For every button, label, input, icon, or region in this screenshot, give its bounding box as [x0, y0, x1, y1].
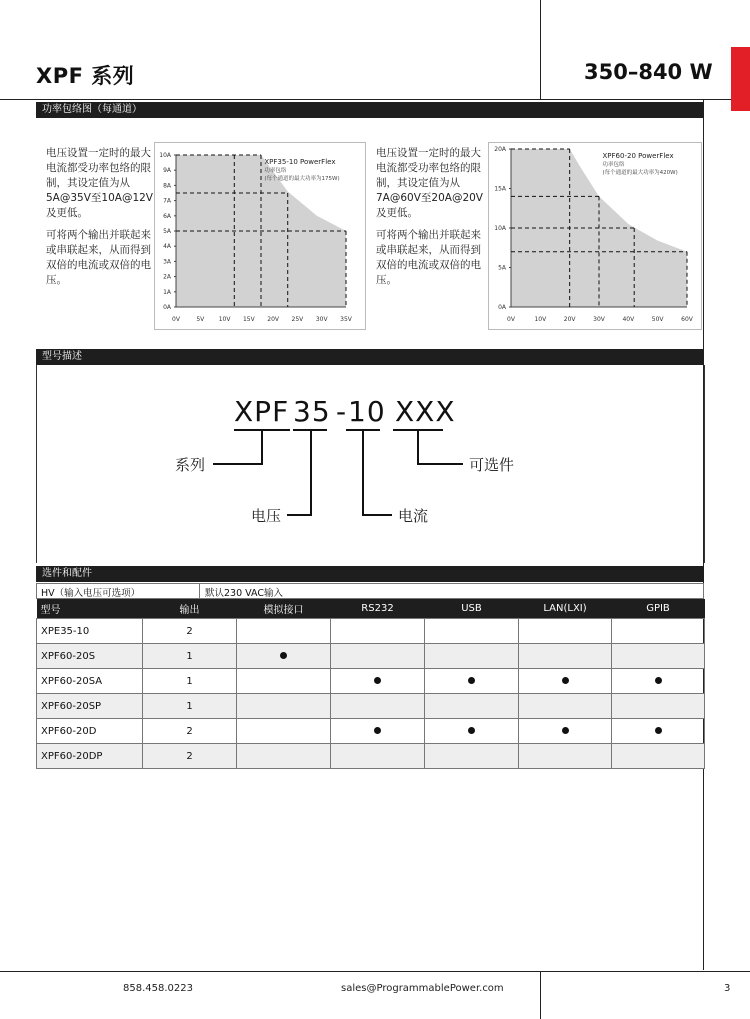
cell-usb	[425, 719, 519, 744]
section-power-envelope: 功率包络图（每通道）	[36, 102, 704, 118]
cell-outputs: 1	[143, 669, 237, 694]
cell-gpib	[612, 694, 705, 719]
x-tick-label: 10V	[218, 316, 231, 323]
y-tick-label: 5A	[498, 264, 506, 272]
cell-lan	[519, 744, 612, 769]
cell-model: XPF60-20SA	[37, 669, 143, 694]
supported-dot-icon	[468, 727, 475, 734]
model-part-series: XPF	[234, 395, 290, 428]
cell-lan	[519, 669, 612, 694]
cell-analog	[237, 669, 331, 694]
x-tick-label: 35V	[340, 316, 352, 323]
envelope-left-text	[46, 146, 158, 295]
header-model: 型号	[37, 599, 143, 619]
cell-analog	[237, 644, 331, 669]
footer-page-number: 3	[724, 983, 731, 994]
table-row	[37, 694, 705, 719]
cell-model: XPF60-20S	[37, 644, 143, 669]
cell-model: XPF60-20SP	[37, 694, 143, 719]
x-tick-label: 50V	[651, 316, 664, 323]
envelope-left-para1: 电压设置一定时的最大电流都受功率包络的限制，其设定值为从5A@35V至10A@12V及更低。	[46, 147, 153, 219]
power-range: 350–840 W	[584, 60, 713, 84]
y-tick-label: 4A	[163, 243, 171, 251]
y-tick-label: 0A	[163, 304, 171, 311]
cell-outputs: 2	[143, 719, 237, 744]
table-row	[37, 619, 705, 644]
x-tick-label: 20V	[267, 316, 280, 323]
connector-current-h	[362, 514, 392, 516]
x-tick-label: 0V	[172, 316, 180, 323]
y-tick-label: 9A	[163, 167, 171, 175]
cell-lan	[519, 619, 612, 644]
hv-label: HV（输入电压可选项）	[41, 588, 141, 599]
section-model-description: 型号描述	[36, 349, 704, 365]
x-tick-label: 25V	[291, 316, 304, 323]
model-part-current: 10	[348, 395, 386, 428]
table-row	[37, 644, 705, 669]
connector-voltage-v	[310, 431, 312, 515]
label-option: 可选件	[469, 456, 515, 474]
supported-dot-icon	[562, 677, 569, 684]
y-tick-label: 5A	[163, 228, 171, 235]
y-tick-label: 15A	[494, 185, 506, 193]
header-analog: 模拟接口	[237, 599, 331, 619]
hv-option-row	[36, 583, 704, 599]
cell-gpib	[612, 744, 705, 769]
chart-xpf60-svg	[489, 143, 701, 329]
cell-analog	[237, 619, 331, 644]
model-part-voltage: 35	[293, 395, 331, 428]
cell-usb	[425, 694, 519, 719]
cell-model: XPF60-20DP	[37, 744, 143, 769]
cell-rs232	[331, 669, 425, 694]
cell-rs232	[331, 719, 425, 744]
y-tick-label: 20A	[494, 146, 506, 153]
label-voltage: 电压	[251, 507, 282, 525]
x-tick-label: 15V	[242, 316, 255, 323]
model-description-frame	[36, 365, 705, 563]
cell-gpib	[612, 719, 705, 744]
cell-gpib	[612, 669, 705, 694]
connector-series-v	[261, 431, 263, 464]
cell-model: XPE35-10	[37, 619, 143, 644]
header-lan: LAN(LXI)	[519, 599, 612, 619]
connector-option-h	[417, 463, 463, 465]
table-row	[37, 744, 705, 769]
cell-outputs: 1	[143, 644, 237, 669]
table-header-row	[37, 599, 705, 619]
chart-title: XPF35-10 PowerFlex	[264, 158, 336, 166]
header-rule	[0, 99, 731, 100]
chart-xpf35	[154, 142, 366, 330]
y-tick-label: 7A	[163, 197, 171, 205]
top-divider-line	[540, 0, 541, 100]
cell-analog	[237, 719, 331, 744]
cell-analog	[237, 694, 331, 719]
footer-phone: 858.458.0223	[123, 983, 193, 994]
cell-model: XPF60-20D	[37, 719, 143, 744]
chart-title: XPF60-20 PowerFlex	[602, 152, 674, 160]
connector-option-v	[417, 431, 419, 464]
supported-dot-icon	[562, 727, 569, 734]
cell-rs232	[331, 644, 425, 669]
y-tick-label: 10A	[494, 225, 506, 232]
cell-lan	[519, 644, 612, 669]
cell-gpib	[612, 619, 705, 644]
x-tick-label: 20V	[563, 316, 576, 323]
envelope-right-text	[376, 146, 488, 295]
connector-voltage-h	[287, 514, 312, 516]
supported-dot-icon	[655, 677, 662, 684]
envelope-left-para2: 可将两个输出并联起来或串联起来，从而得到双倍的电流或双倍的电压。	[46, 229, 151, 286]
series-title: XPF 系列	[36, 64, 135, 88]
table-row	[37, 669, 705, 694]
envelope-right-para1: 电压设置一定时的最大电流都受功率包络的限制，其设定值为从7A@60V至20A@20V及更低。	[376, 147, 483, 219]
chart-note: (每个通道的最大功率为175W)	[264, 176, 340, 182]
chart-note: (每个通道的最大功率为420W)	[602, 170, 678, 176]
cell-lan	[519, 719, 612, 744]
cell-rs232	[331, 694, 425, 719]
chart-xpf60	[488, 142, 702, 330]
footer-rule	[0, 971, 750, 972]
header-outputs: 输出	[143, 599, 237, 619]
y-tick-label: 1A	[163, 288, 171, 296]
cell-lan	[519, 694, 612, 719]
cell-outputs: 2	[143, 744, 237, 769]
cell-rs232	[331, 619, 425, 644]
accent-bar	[731, 47, 750, 111]
options-table	[36, 599, 705, 769]
supported-dot-icon	[374, 727, 381, 734]
hv-divider	[199, 584, 200, 598]
x-tick-label: 0V	[507, 316, 515, 323]
cell-gpib	[612, 644, 705, 669]
x-tick-label: 40V	[622, 316, 635, 323]
x-tick-label: 60V	[681, 316, 693, 323]
x-tick-label: 10V	[534, 316, 547, 323]
model-part-dash: -	[336, 395, 348, 428]
header-gpib: GPIB	[612, 599, 705, 619]
x-tick-label: 30V	[315, 316, 328, 323]
supported-dot-icon	[280, 652, 287, 659]
model-part-option: XXX	[395, 395, 456, 428]
y-tick-label: 6A	[163, 212, 171, 220]
table-row	[37, 719, 705, 744]
hv-value: 默认230 VAC输入	[205, 588, 284, 599]
y-tick-label: 0A	[498, 304, 506, 311]
y-tick-label: 2A	[163, 273, 171, 281]
cell-analog	[237, 744, 331, 769]
label-series: 系列	[175, 456, 206, 474]
label-current: 电流	[398, 507, 429, 525]
x-tick-label: 5V	[196, 316, 205, 323]
cell-outputs: 1	[143, 694, 237, 719]
bottom-divider-line	[540, 971, 541, 1019]
x-tick-label: 30V	[593, 316, 605, 323]
chart-subtitle: 功率包络	[602, 162, 625, 168]
supported-dot-icon	[655, 727, 662, 734]
envelope-right-para2: 可将两个输出并联起来或串联起来，从而得到双倍的电流或双倍的电压。	[376, 229, 481, 286]
cell-usb	[425, 619, 519, 644]
connector-series-h	[213, 463, 263, 465]
header-rs232: RS232	[331, 599, 425, 619]
supported-dot-icon	[374, 677, 381, 684]
chart-xpf35-svg	[155, 143, 365, 329]
y-tick-label: 3A	[163, 258, 171, 266]
cell-usb	[425, 744, 519, 769]
cell-rs232	[331, 744, 425, 769]
chart-subtitle: 功率包络	[264, 168, 287, 174]
connector-current-v	[362, 431, 364, 515]
section-options: 选件和配件	[36, 566, 704, 582]
y-tick-label: 8A	[163, 182, 171, 190]
footer-email[interactable]: sales@ProgrammablePower.com	[341, 983, 504, 994]
cell-outputs: 2	[143, 619, 237, 644]
supported-dot-icon	[468, 677, 475, 684]
cell-usb	[425, 644, 519, 669]
header-usb: USB	[425, 599, 519, 619]
cell-usb	[425, 669, 519, 694]
y-tick-label: 10A	[159, 152, 171, 159]
